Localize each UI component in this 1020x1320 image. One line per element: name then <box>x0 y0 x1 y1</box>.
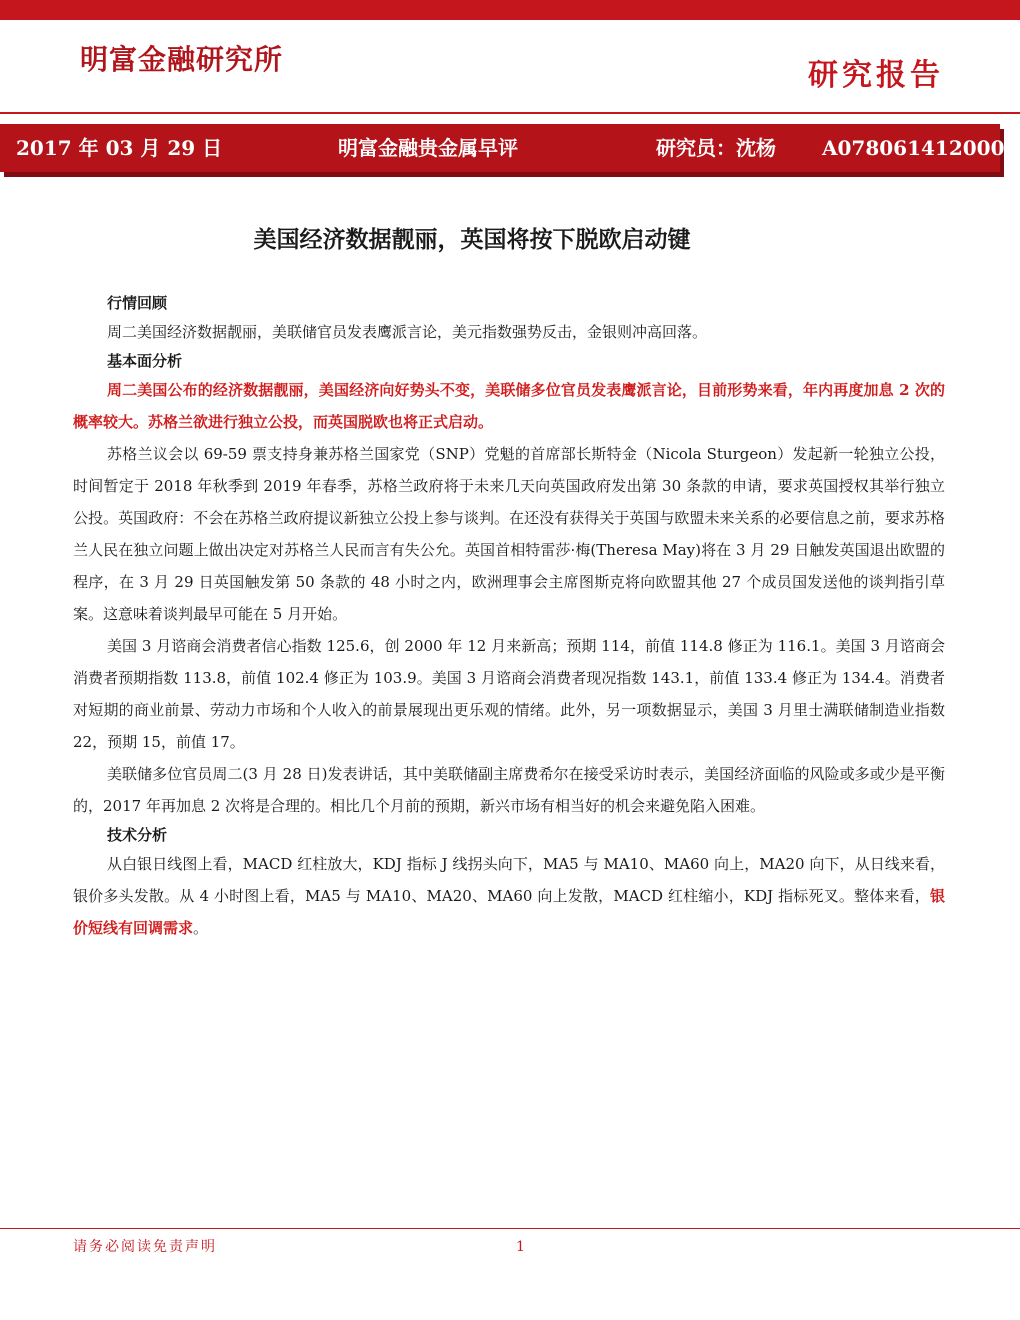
researcher-name: 研究员：沈杨 <box>656 136 776 160</box>
article-body <box>73 290 945 944</box>
report-date: 2017 年 03 月 29 日 <box>16 136 223 160</box>
technical-highlight: 银价短线有回调需求 <box>73 887 945 937</box>
section-heading-technical: 技术分析 <box>107 826 168 844</box>
researcher-certificate: A0780614120003 <box>822 136 1019 160</box>
header-divider <box>0 112 1020 114</box>
technical-end: 。 <box>193 919 209 937</box>
report-info-banner <box>0 124 1019 172</box>
footer-divider <box>0 1228 1020 1229</box>
technical-paragraph <box>73 848 945 944</box>
section-heading-fundamentals: 基本面分析 <box>107 352 183 370</box>
company-logo: 明富金融研究所 <box>80 43 284 76</box>
page-number: 1 <box>516 1239 525 1255</box>
report-series-title: 明富金融贵金属早评 <box>338 136 518 160</box>
top-red-bar <box>0 0 1020 20</box>
market-review-paragraph: 周二美国经济数据靓丽，美联储官员发表鹰派言论，美元指数强势反击，金银则冲高回落。 <box>107 323 708 341</box>
fundamentals-highlight: 周二美国公布的经济数据靓丽，美国经济向好势头不变，美联储多位官员发表鹰派言论，目前形势来看，年内再度加息 2 次的概率较大。苏格兰欲进行独立公投，而英国脱欧也将正式启动。 <box>73 381 945 431</box>
fundamentals-paragraph-scotland: 苏格兰议会以 69-59 票支持身兼苏格兰国家党（SNP）党魁的首席部长斯特金（Nicola Sturgeon）发起新一轮独立公投，时间暂定于 2018 年秋季到 2019 年春季，苏格兰政府将于未来几天向英国政府发出第 30 条款的申请，要求英国授权其举行独立公投。英国政府：不会在苏格兰政府提议新独立公投上参与谈判。在还没有获得关于英国与欧盟未来关系的必要信息之前，要求苏格兰人民在独立问题上做出决定对苏格兰人民而言有失公允。英国首相特雷莎·梅(Theresa May)将在 3 月 29 日触发英国退出欧盟的程序，在 3 月 29 日英国触发第 50 条款的 48 小时之内，欧洲理事会主席图斯克将向欧盟其他 27 个成员国发送他的谈判指引草案。这意味着谈判最早可能在 5 月开始。 <box>73 445 945 623</box>
disclaimer-link[interactable]: 请务必阅读免责声明 <box>73 1239 217 1255</box>
article-title: 美国经济数据靓丽，英国将按下脱欧启动键 <box>253 226 691 253</box>
report-type-label: 研究报告 <box>808 58 944 93</box>
technical-text: 从白银日线图上看，MACD 红柱放大，KDJ 指标 J 线拐头向下，MA5 与 MA10、MA60 向上，MA20 向下，从日线来看，银价多头发散。从 4 小时图上看，MA5 与 MA10、MA20、MA60 向上发散，MACD 红柱缩小，KDJ 指标死叉。整体来看， <box>73 855 945 905</box>
fundamentals-paragraph-fed: 美联储多位官员周二(3 月 28 日)发表讲话，其中美联储副主席费希尔在接受采访时表示，美国经济面临的风险或多或少是平衡的，2017 年再加息 2 次将是合理的。相比几个月前的预期，新兴市场有相当好的机会来避免陷入困难。 <box>73 765 945 815</box>
fundamentals-paragraph-confidence: 美国 3 月谘商会消费者信心指数 125.6，创 2000 年 12 月来新高；预期 114，前值 114.8 修正为 116.1。美国 3 月谘商会消费者预期指数 113.8，前值 102.4 修正为 103.9。美国 3 月谘商会消费者现况指数 143.1，前值 133.4 修正为 134.4。消费者对短期的商业前景、劳动力市场和个人收入的前景展现出更乐观的情绪。此外，另一项数据显示，美国 3 月里士满联储制造业指数 22，预期 15，前值 17。 <box>73 637 945 751</box>
section-heading-market-review: 行情回顾 <box>107 294 168 312</box>
